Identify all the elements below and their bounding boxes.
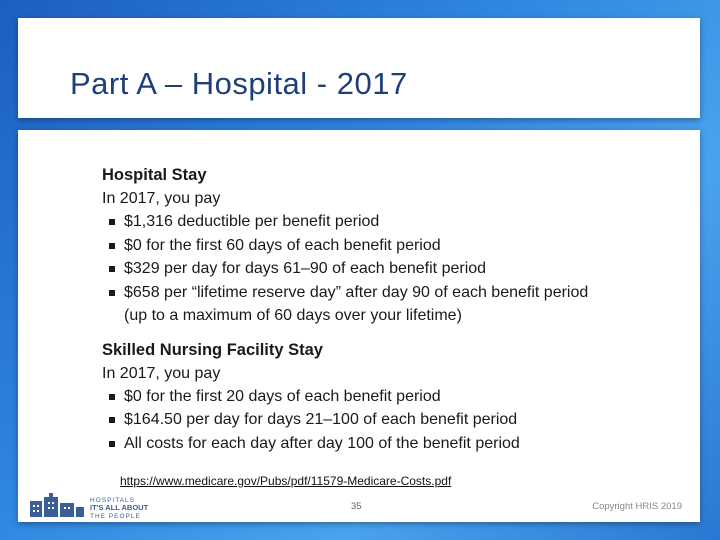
list-item: $329 per day for days 61–90 of each benefit period (102, 257, 662, 281)
bullet-square-icon (109, 243, 115, 249)
slide-title: Part A – Hospital - 2017 (70, 66, 408, 101)
bullet-square-icon (109, 266, 115, 272)
bullet-square-icon (109, 394, 115, 400)
bullet-square-icon (109, 290, 115, 296)
medicare-excerpt (102, 164, 662, 455)
svg-text:IT'S ALL ABOUT: IT'S ALL ABOUT (90, 503, 149, 512)
content-card (18, 130, 700, 522)
bullet-square-icon (109, 441, 115, 447)
list-item: $658 per “lifetime reserve day” after day 90 of each benefit period (102, 281, 662, 305)
skilled-nursing-intro: In 2017, you pay (102, 364, 221, 382)
copyright-text: Copyright HRIS 2019 (592, 501, 682, 512)
title-card (18, 18, 700, 118)
skilled-nursing-heading: Skilled Nursing Facility Stay (102, 340, 323, 359)
hospital-stay-list (102, 210, 662, 328)
list-item: $0 for the first 20 days of each benefit period (102, 385, 662, 409)
list-item: $164.50 per day for days 21–100 of each benefit period (102, 408, 662, 432)
hospital-stay-intro: In 2017, you pay (102, 190, 221, 207)
bullet-square-icon (109, 219, 115, 225)
list-item: $1,316 deductible per benefit period (102, 210, 662, 234)
skilled-nursing-list (102, 385, 662, 456)
bullet-square-icon (109, 417, 115, 423)
svg-text:HOSPITALS: HOSPITALS (90, 497, 136, 504)
list-item-continuation: (up to a maximum of 60 days over your lifetime) (124, 307, 462, 324)
page-number: 35 (351, 501, 362, 512)
svg-text:THE PEOPLE: THE PEOPLE (90, 513, 141, 519)
hospital-stay-heading: Hospital Stay (102, 166, 207, 184)
list-item: All costs for each day after day 100 of the benefit period (102, 432, 662, 456)
source-link[interactable]: https://www.medicare.gov/Pubs/pdf/11579-Medicare-Costs.pdf (120, 474, 452, 488)
hospital-logo (28, 493, 188, 519)
list-item: $0 for the first 60 days of each benefit period (102, 234, 662, 258)
